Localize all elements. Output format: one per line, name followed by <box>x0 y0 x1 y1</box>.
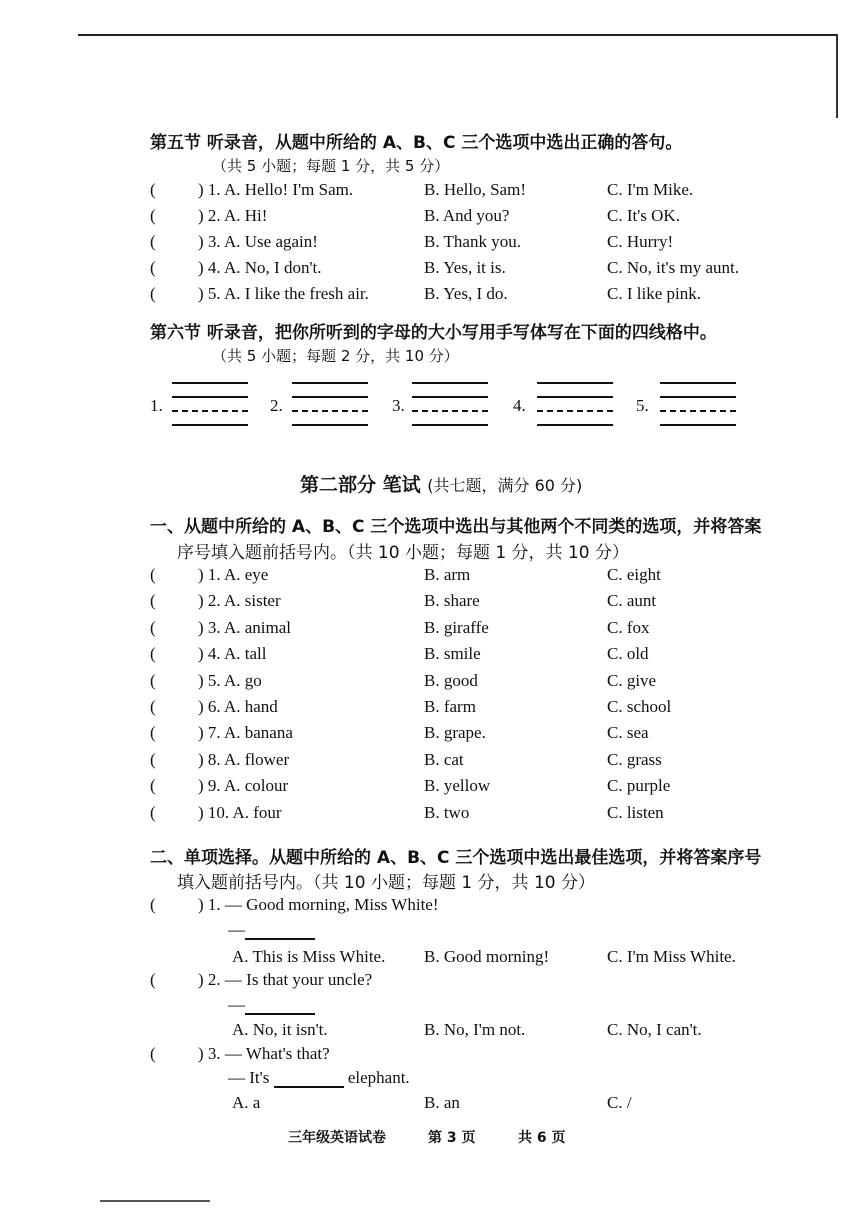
grid-line <box>292 396 368 398</box>
answer-paren[interactable]: ( <box>150 749 156 769</box>
answer-paren[interactable]: ( <box>150 232 156 251</box>
grid-number: 1. <box>150 396 163 415</box>
answer-paren[interactable]: ( <box>150 617 156 637</box>
section5-title: 第五节 听录音，从题中所给的 A、B、C 三个选项中选出正确的答句。 <box>150 133 683 153</box>
answer-blank[interactable] <box>245 997 315 1015</box>
grid-line <box>660 424 736 426</box>
q1-title-line2: 序号填入题前括号内。（共 10 小题；每题 1 分，共 10 分） <box>177 543 630 563</box>
option-b[interactable]: B. an <box>424 1093 460 1112</box>
q2-item-3-question: ) 3. — What's that? <box>198 1044 330 1063</box>
option-a[interactable]: ) 2. A. sister <box>198 591 281 611</box>
q2-item-3 <box>150 1044 790 1068</box>
option-b[interactable]: B. Good morning! <box>424 947 550 966</box>
grid-line <box>537 396 613 398</box>
option-c[interactable]: C. I'm Mike. <box>607 180 694 199</box>
four-line-grid[interactable] <box>537 382 613 426</box>
grid-baseline <box>660 410 736 412</box>
option-a[interactable]: ) 9. A. colour <box>198 776 289 796</box>
grid-baseline <box>172 410 248 412</box>
answer-paren[interactable]: ( <box>150 776 156 796</box>
grid-line <box>292 382 368 384</box>
section6-note: （共 5 小题；每题 2 分，共 10 分） <box>212 347 459 365</box>
q2-item-2-question: ) 2. — Is that your uncle? <box>198 970 373 989</box>
section5-item <box>150 232 790 256</box>
option-a[interactable]: ) 3. A. animal <box>198 617 292 637</box>
option-c[interactable]: C. I'm Miss White. <box>607 947 736 966</box>
option-a[interactable]: ) 4. A. No, I don't. <box>198 258 322 277</box>
bottom-border-line <box>100 1200 210 1202</box>
footer-page-number: 第 3 页 <box>428 1130 476 1146</box>
option-c[interactable]: C. No, it's my aunt. <box>607 258 739 277</box>
top-border-line <box>78 34 838 36</box>
q1-item <box>150 723 790 747</box>
option-c[interactable]: C. aunt <box>607 591 657 611</box>
grid-line <box>172 396 248 398</box>
option-a[interactable]: ) 6. A. hand <box>198 697 278 716</box>
answer-paren[interactable]: ( <box>150 970 156 989</box>
footer-exam-name: 三年级英语试卷 <box>288 1130 386 1146</box>
sentence-start: — It's <box>228 1068 270 1087</box>
option-a[interactable]: ) 1. A. Hello! I'm Sam. <box>198 180 354 199</box>
grid-line <box>172 424 248 426</box>
q1-item <box>150 618 790 642</box>
option-b[interactable]: B. arm <box>424 565 471 584</box>
answer-paren[interactable]: ( <box>150 206 156 225</box>
part2-title-text: 第二部分 笔试 <box>300 474 421 496</box>
option-b[interactable]: B. Yes, I do. <box>424 284 508 303</box>
option-b[interactable]: B. share <box>424 591 480 611</box>
answer-paren[interactable]: ( <box>150 1044 156 1063</box>
q2-item-3-options <box>150 1093 790 1117</box>
q1-title: 一、从题中所给的 A、B、C 三个选项中选出与其他两个不同类的选项，并将答案 <box>150 517 762 537</box>
grid-line <box>412 396 488 398</box>
grid-line <box>537 382 613 384</box>
option-a[interactable]: A. This is Miss White. <box>232 947 386 966</box>
sentence-end: elephant. <box>347 1068 410 1087</box>
option-a[interactable]: ) 7. A. banana <box>198 723 293 743</box>
answer-paren[interactable]: ( <box>150 670 156 690</box>
section5-note: （共 5 小题；每题 1 分，共 5 分） <box>212 157 450 175</box>
reply-dash: — <box>228 995 245 1014</box>
q1-item <box>150 776 790 800</box>
option-a[interactable]: ) 1. A. eye <box>198 565 269 584</box>
option-b[interactable]: B. cat <box>424 749 464 769</box>
grid-line <box>660 396 736 398</box>
q2-item-3-sentence <box>228 1068 410 1088</box>
section6-title: 第六节 听录音，把你所听到的字母的大小写用手写体写在下面的四线格中。 <box>150 323 717 343</box>
grid-baseline <box>292 410 368 412</box>
part2-title <box>300 470 582 497</box>
reply-dash: — <box>228 920 245 939</box>
q1-item <box>150 644 790 668</box>
option-c[interactable]: C. / <box>607 1093 632 1112</box>
q2-item-1-options <box>150 947 790 971</box>
answer-blank[interactable] <box>274 1070 344 1088</box>
part2-note: (共七题，满分 60 分) <box>427 476 583 495</box>
q2-item-1 <box>150 895 790 919</box>
option-a[interactable]: ) 10. A. four <box>198 802 282 822</box>
option-a[interactable]: ) 2. A. Hi! <box>198 206 268 225</box>
answer-paren[interactable]: ( <box>150 723 156 743</box>
grid-line <box>412 424 488 426</box>
option-c[interactable]: C. No, I can't. <box>607 1020 702 1039</box>
answer-paren[interactable]: ( <box>150 895 156 914</box>
four-line-grid[interactable] <box>172 382 248 426</box>
option-b[interactable]: B. And you? <box>424 206 510 225</box>
option-c[interactable]: C. fox <box>607 617 650 637</box>
option-c[interactable]: C. give <box>607 670 657 690</box>
option-b[interactable]: B. smile <box>424 644 481 664</box>
option-a[interactable]: ) 3. A. Use again! <box>198 232 318 251</box>
option-a[interactable]: ) 5. A. I like the fresh air. <box>198 284 369 303</box>
answer-paren[interactable]: ( <box>150 644 156 664</box>
answer-paren[interactable]: ( <box>150 802 156 822</box>
option-c[interactable]: C. school <box>607 697 672 716</box>
option-a[interactable]: A. No, it isn't. <box>232 1020 328 1039</box>
option-c[interactable]: C. eight <box>607 565 661 584</box>
option-b[interactable]: B. Thank you. <box>424 232 521 251</box>
grid-line <box>660 382 736 384</box>
q2-title-line2: 填入题前括号内。（共 10 小题；每题 1 分，共 10 分） <box>177 873 596 893</box>
option-b[interactable]: B. two <box>424 802 470 822</box>
option-b[interactable]: B. Hello, Sam! <box>424 180 526 199</box>
option-b[interactable]: B. yellow <box>424 776 491 796</box>
four-line-grid[interactable] <box>292 382 368 426</box>
option-c[interactable]: C. I like pink. <box>607 284 701 303</box>
option-c[interactable]: C. grass <box>607 749 662 769</box>
q1-item <box>150 750 790 774</box>
grid-number: 5. <box>636 396 649 415</box>
q2-item-1-reply <box>228 920 315 940</box>
four-line-grid[interactable] <box>412 382 488 426</box>
option-a[interactable]: A. a <box>232 1093 261 1112</box>
option-c[interactable]: C. sea <box>607 723 649 743</box>
q1-item <box>150 803 790 827</box>
option-b[interactable]: B. grape. <box>424 723 486 743</box>
q2-item-2 <box>150 970 790 994</box>
grid-number: 4. <box>513 396 526 415</box>
q1-item <box>150 697 790 721</box>
section5-item <box>150 284 790 308</box>
option-b[interactable]: B. Yes, it is. <box>424 258 506 277</box>
q2-item-2-options <box>150 1020 790 1044</box>
right-border-line <box>836 34 838 118</box>
grid-line <box>292 424 368 426</box>
option-a[interactable]: ) 5. A. go <box>198 670 262 690</box>
answer-paren[interactable]: ( <box>150 258 156 277</box>
q1-item <box>150 591 790 615</box>
option-c[interactable]: C. Hurry! <box>607 232 674 251</box>
section5-item <box>150 258 790 282</box>
option-b[interactable]: B. giraffe <box>424 617 489 637</box>
grid-baseline <box>412 410 488 412</box>
answer-paren[interactable]: ( <box>150 284 156 303</box>
option-b[interactable]: B. farm <box>424 697 476 716</box>
q2-item-1-question: ) 1. — Good morning, Miss White! <box>198 895 439 914</box>
four-line-grid[interactable] <box>660 382 736 426</box>
option-b[interactable]: B. No, I'm not. <box>424 1020 526 1039</box>
grid-number: 3. <box>392 396 405 415</box>
grid-line <box>537 424 613 426</box>
option-a[interactable]: ) 4. A. tall <box>198 644 267 664</box>
option-a[interactable]: ) 8. A. flower <box>198 749 290 769</box>
answer-paren[interactable]: ( <box>150 697 156 716</box>
grid-line <box>172 382 248 384</box>
q2-title: 二、单项选择。从题中所给的 A、B、C 三个选项中选出最佳选项，并将答案序号 <box>150 848 762 868</box>
grid-line <box>412 382 488 384</box>
q1-item <box>150 565 790 589</box>
answer-paren[interactable]: ( <box>150 565 156 584</box>
answer-paren[interactable]: ( <box>150 180 156 199</box>
q2-item-2-reply <box>228 995 315 1015</box>
grid-baseline <box>537 410 613 412</box>
option-c[interactable]: C. purple <box>607 776 671 796</box>
q1-item <box>150 671 790 695</box>
answer-paren[interactable]: ( <box>150 591 156 611</box>
option-c[interactable]: C. It's OK. <box>607 206 680 225</box>
option-c[interactable]: C. listen <box>607 802 664 822</box>
footer-page-total: 共 6 页 <box>518 1130 566 1146</box>
section5-item <box>150 180 790 204</box>
option-b[interactable]: B. good <box>424 670 478 690</box>
section5-item <box>150 206 790 230</box>
grid-number: 2. <box>270 396 283 415</box>
option-c[interactable]: C. old <box>607 644 649 664</box>
answer-blank[interactable] <box>245 922 315 940</box>
